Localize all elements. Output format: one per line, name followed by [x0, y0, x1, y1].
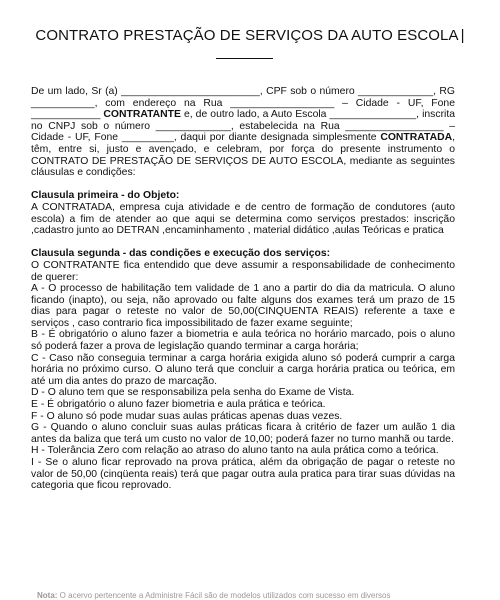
clause2-item-d: D - O aluno tem que se responsabiliza pela senha do Exame de Vista. — [31, 387, 355, 399]
document-title-text: CONTRATO PRESTAÇÃO DE SERVIÇOS DA AUTO ESCOLA — [35, 27, 459, 44]
clause2-item-b: B - É obrigatório o aluno fazer a biometria e aula teórica no horário marcado, pois o aluno só poderá fazer a prova de legislação quando terminar a carga horária; — [31, 329, 455, 353]
clause2-item-h: H - Tolerância Zero com relação ao atraso do aluno tanto na aula prática como a teórica. — [31, 445, 439, 457]
title-underline — [216, 58, 273, 59]
clause2-item-g: G - Quando o aluno concluir suas aulas práticas ficara à critério de fazer um aulão 1 dia antes da baliza que terá um custo no valor de 10,00; poderá fazer no turno manhã ou tarde. — [31, 422, 455, 445]
clause2-item-c: C - Caso não conseguia terminar a carga horária exigida aluno só poderá cumprir a carga horária no próximo curso. O aluno terá que concluir a carga horária pratica ou teórica, em até um dia antes do prazo de marcação. — [31, 352, 455, 387]
clause1-heading: Clausula primeira - do Objeto: — [31, 190, 180, 202]
clause2-item-f: F - O aluno só pode mudar suas aulas práticas apenas duas vezes. — [31, 410, 343, 422]
intro-paragraph — [31, 86, 455, 179]
contratada-label: CONTRATADA — [380, 132, 453, 144]
intro-text-c: , têm, entre si, justo e avençado, e celebram, por força do presente instrumento o CONTRATO DE PRESTAÇÃO DE SERVIÇOS DE AUTO ESCOLA, mediante as seguintes cláusulas e condições: — [31, 132, 455, 179]
clause2-item-a: A - O processo de habilitação tem validade de 1 ano a partir do dia da matricula. O aluno ficando (inapto), ou seja, não aprovado ou falte alguns dos exames terá um prazo de 15 dias para pagar o reteste no valor de 50,00(CINQUENTA REAIS) referente a taxe e serviços , caso contrario fica impossibilitado de fazer exame seguinte; — [31, 283, 455, 329]
contratante-label: CONTRATANTE — [103, 109, 181, 121]
intro-text-a: De um lado, Sr (a) ________________________, CPF sob o número _____________, RG ___________, com endereço na Rua __________________ – Cidade - UF, Fone ____________ — [31, 86, 455, 121]
clause2-heading: Clausula segunda - das condições e execução dos serviços: — [31, 248, 331, 260]
clause2-item-i: I - Se o aluno ficar reprovado na prova prática, além da obrigação de pagar o reteste no valor de 50,00 (cinqüenta reais) terá que pagar outra aula pratica para tirar suas dúvidas na categoria que ficou reprovado. — [31, 457, 455, 492]
clause2-intro: O CONTRATANTE fica entendido que deve assumir a responsabilidade de conhecimento de querer: — [31, 259, 455, 283]
title-cursor-bar: | — [460, 27, 465, 44]
footer-note — [37, 591, 497, 600]
document-title — [0, 27, 500, 44]
clause2-item-e: E - É obrigatório o aluno fazer biometria e aula prática e teórica. — [31, 399, 326, 411]
footer-note-label: Nota: — [37, 591, 58, 600]
intro-text-b: e, de outro lado, a Auto Escola _______________, inscrita no CNPJ sob o número _____________, estabelecida na Rua _________________ – Cidade - UF, Fone _________, daqui por diante designada simplesmente — [31, 109, 455, 144]
document-body — [31, 86, 455, 492]
footer-note-text: O acervo pertencente a Administre Fácil são de modelos utilizados com sucesso em diversos — [57, 591, 391, 600]
clause1-text: A CONTRATADA, empresa cuja atividade e de centro de formação de condutores (auto escola) a fim de atender ao que aqui se determina como serviços prestados: inscrição ,cadastro junto ao DETRAN ,encaminhamento , material didático ,aulas Teóricas e pratica — [31, 201, 455, 237]
